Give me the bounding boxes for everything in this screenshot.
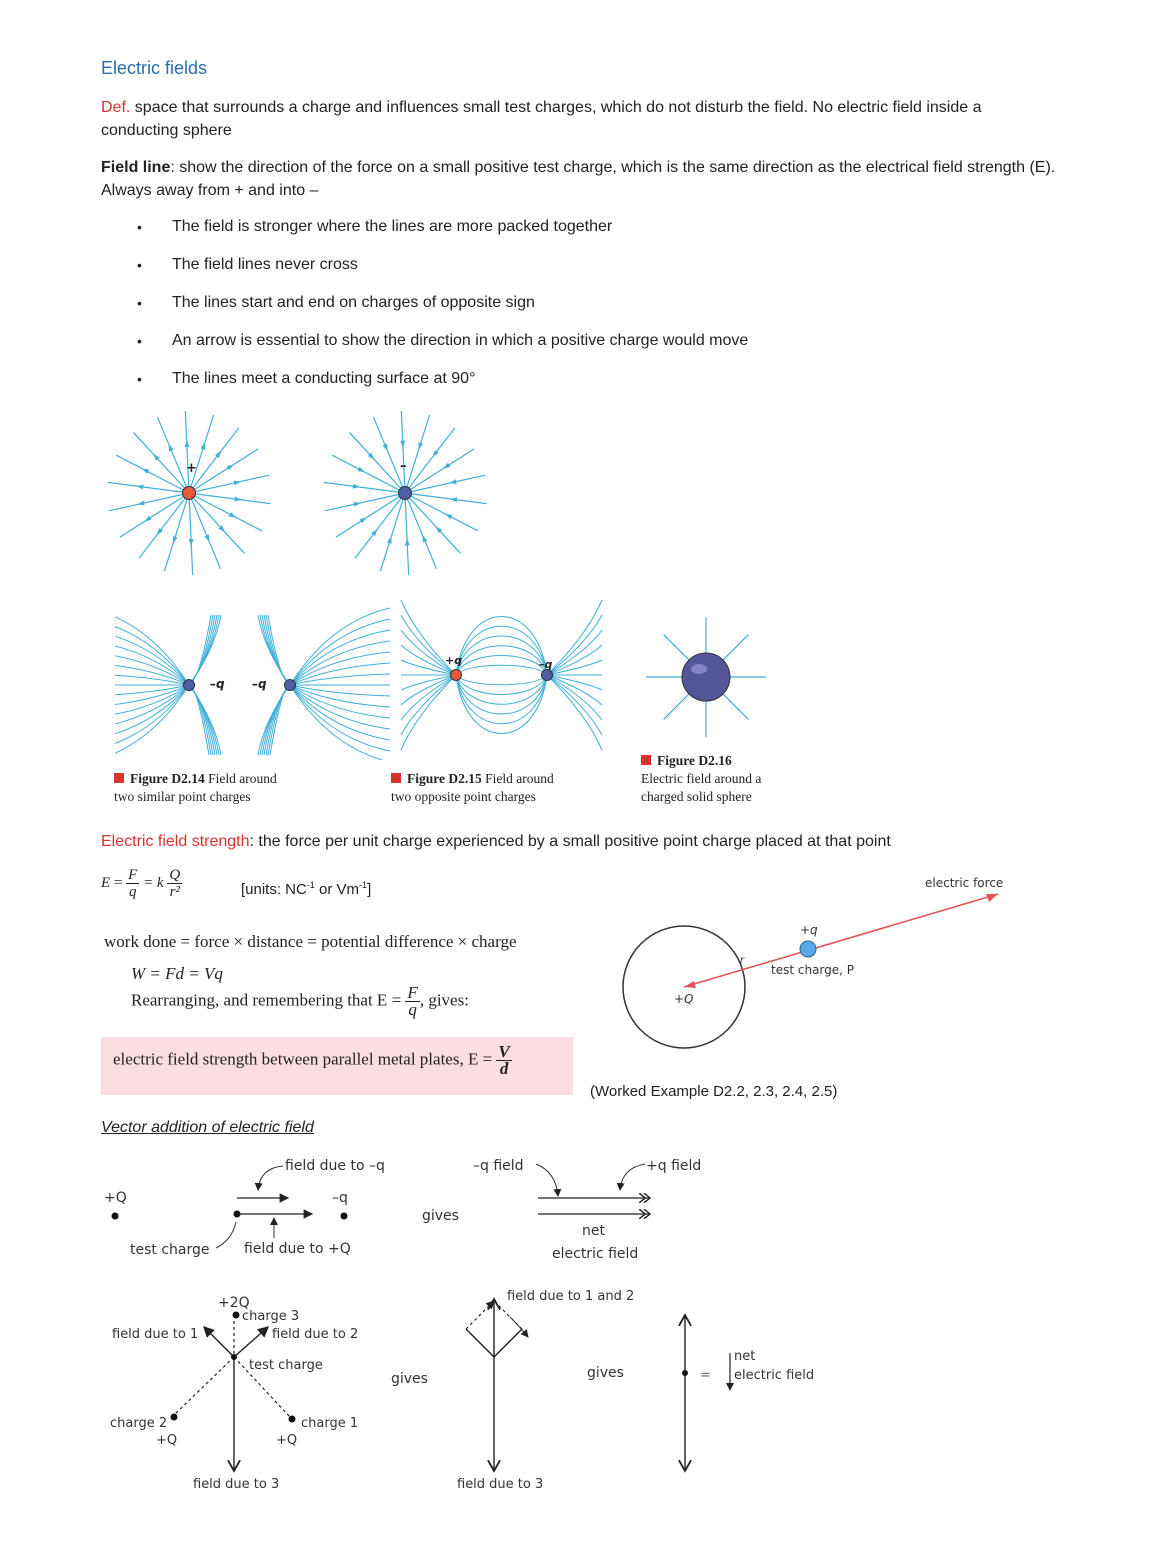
field-arrow-icon [229,512,236,517]
plus-Q-right-label: +Q [276,1433,298,1448]
field-arrow-icon [443,463,450,469]
field-arrow-icon [387,536,392,544]
field-line [189,493,193,575]
test-charge-label: test charge [130,1242,210,1258]
field-line [120,493,189,537]
r-label: r [740,955,745,966]
field-line [405,493,409,575]
charge-1-dot [289,1416,296,1423]
field-line [290,685,390,760]
field-line [405,493,460,553]
charge-dot [285,680,296,691]
opposite-positive-label: +q [445,654,463,667]
field-line [290,641,390,685]
minus-q-label: –q [332,1190,348,1206]
efs-paragraph [101,830,1061,853]
caption-marker-icon [114,773,124,783]
field-line [723,635,748,660]
plus-Q-label: +Q [674,992,694,1006]
field-line [164,493,189,571]
field-line [350,433,405,493]
field-arrow-icon [201,442,206,450]
field-line [185,411,189,493]
field-strength-formula: E = $\frac{F}{q}$ = k $\frac{Q}{\text{r²}}$ [101,867,181,900]
field-line [723,694,748,719]
field-line [405,493,486,504]
electric-field-label: electric field [734,1368,815,1383]
field-arrow-icon [405,538,410,545]
worked-example-ref: (Worked Example D2.2, 2.3, 2.4, 2.5) [590,1083,838,1100]
field-line [290,685,390,729]
field-arrow-icon [185,440,190,447]
field-line [456,646,547,675]
electric-field-label: electric field [552,1246,639,1262]
electric-force-diagram [610,870,1020,1070]
positive-sign-label: + [186,461,197,476]
equals-sign: = [700,1368,711,1383]
field-line [115,685,189,751]
figure-d2-15-caption: Figure D2.15 Field around two opposite point charges [391,771,554,804]
charge-dot [399,487,412,500]
opposite-negative-label: –q [539,658,553,671]
field-due-1-and-2-label: field due to 1 and 2 [507,1289,635,1304]
minus-q-field-label: –q field [473,1158,524,1174]
field-due-2-arrow [234,1327,268,1357]
field-line [456,665,547,675]
field-line [108,482,189,493]
caption-marker-icon [391,773,401,783]
field-due-3-b-label: field due to 3 [457,1477,544,1492]
charge-3-dot [233,1312,240,1319]
efs-text: : the force per unit charge experienced by a small positive point charge placed at that point [249,833,891,850]
field-line [115,630,189,685]
charge-dot [451,670,462,681]
field-due-1-arrow [204,1327,234,1357]
pointer-curve [510,1317,528,1337]
field-line [332,455,405,493]
gives-label: gives [391,1371,428,1387]
figure-d2-14-caption: Figure D2.14 Field around two similar point charges [114,771,277,804]
page-title: Electric fields [101,58,208,78]
field-line [324,482,405,493]
field-arrow-icon [418,442,423,450]
field-line-label: Field line [101,159,171,176]
field-due-2-label: field due to 2 [272,1327,359,1342]
field-due-3-label: field due to 3 [193,1477,280,1492]
plus-2Q-label: +2Q [218,1295,250,1311]
charge-2-dot [171,1414,178,1421]
field-arrow-icon [144,516,151,522]
test-charge-label: test charge [249,1358,323,1373]
opposite-charges-field [401,600,602,750]
field-line [664,694,689,719]
rearranging-line: Rearranging, and remembering that E = $\frac{F}{q}$ , gives: [131,983,469,1019]
field-line [336,493,405,537]
field-line [456,675,547,724]
field-arrow-icon [360,517,367,523]
list-item: • The lines meet a conducting surface at 90° [137,368,748,406]
sphere-highlight [691,664,707,674]
field-due-plus-Q-label: field due to +Q [244,1241,351,1257]
work-equation: W = Fd = Vq [131,964,223,983]
field-strength-units: [units: $NC^{-1}$ or $Vm^{-1}$] [241,880,372,898]
field-line [115,619,189,685]
field-arrow-icon [136,485,143,490]
field-due-1-vector [466,1329,494,1357]
dashed-line [174,1357,234,1415]
field-line-paragraph [101,156,1061,202]
plus-q-field-label: +q field [646,1158,702,1174]
work-done-line: work done = force × distance = potential difference × charge [104,932,517,951]
field-arrow-icon [422,535,427,543]
field-line [189,493,262,531]
field-arrow-icon [450,497,457,502]
field-line [158,417,189,493]
charge-dot [183,487,196,500]
net-label: net [734,1349,756,1364]
two-charge-field-figures [115,590,785,760]
field-due-2-vector [494,1329,522,1357]
pointer-curve [536,1164,558,1196]
pointer-curve [258,1166,283,1190]
test-charge-dot [231,1354,237,1360]
field-arrow-icon [204,535,209,543]
field-arrow-icon [357,467,364,472]
field-arrow-icon [189,539,194,546]
vector-addition-diagram-2 [100,1285,820,1500]
pointer-curve [620,1164,645,1190]
charge-3-label: charge 3 [242,1309,300,1324]
field-line [405,493,478,531]
point-charge-field-figures [100,405,500,580]
field-line [456,675,547,685]
field-line-properties-list [137,216,748,406]
test-charge-dot [682,1370,688,1376]
definition-label: Def. [101,99,131,116]
field-line [405,493,436,569]
parallelogram-dashed [466,1301,494,1329]
gives-label: gives [587,1365,624,1381]
field-line [134,433,189,493]
plus-q-label: +q [800,923,818,937]
negative-sign-label: – [400,459,407,474]
list-item: • An arrow is essential to show the direction in which a positive charge would move [137,330,748,368]
test-charge-dot [800,941,816,957]
positive-charge-radial-field [108,411,271,575]
caption-marker-icon [641,755,651,765]
pointer-curve [216,1222,236,1248]
definition-text: space that surrounds a charge and influences small test charges, which do not disturb the field. No electric field inside a conducting sphere [101,99,982,139]
field-line-text: : show the direction of the force on a small positive test charge, which is the same direction as the electrical field strength (E). Always away from + and into – [101,159,1056,199]
field-line [115,685,189,740]
field-line [405,449,474,493]
efs-label: Electric field strength [101,833,250,850]
negative-charge-radial-field [324,411,487,575]
field-line [290,685,390,718]
charge-2-label: charge 2 [110,1416,168,1431]
arrow-tail-icon [684,981,696,988]
parallel-plates-formula: electric field strength between parallel metal plates, E = $\frac{V}{d}$ [113,1042,510,1078]
charge-dot [542,670,553,681]
list-item: • The field is stronger where the lines are more packed together [137,216,748,254]
electric-force-label: electric force [925,876,1004,890]
field-line [189,493,220,569]
field-line [116,455,189,493]
down-arrow-icon [726,1383,734,1391]
field-arrow-icon [234,497,241,502]
similar-left-label: –q [210,677,225,691]
field-arrow-icon [226,464,233,470]
field-line [290,652,390,685]
definition-paragraph [101,96,1061,142]
test-charge-p-label: test charge, P [771,963,855,977]
field-line [380,493,405,571]
arrow-head-icon [986,894,998,902]
vector-addition-heading: Vector addition of electric field [101,1119,314,1136]
field-line [189,493,270,504]
charge-1-label: charge 1 [301,1416,359,1431]
field-arrow-icon [353,502,361,507]
field-arrow-icon [142,468,149,473]
field-arrow-icon [173,536,178,544]
field-line [401,411,405,493]
field-due-minus-q-label: field due to –q [285,1158,385,1174]
charged-sphere-field [646,617,766,737]
field-arrow-icon [383,444,388,452]
field-arrow-icon [169,444,174,452]
minus-q-charge-dot [341,1213,348,1220]
plus-Q-left-label: +Q [156,1433,178,1448]
charged-sphere [682,653,730,701]
net-label: net [582,1223,605,1239]
field-line [664,635,689,660]
field-arrow-icon [400,441,405,448]
field-line [456,626,547,675]
field-line [374,417,405,493]
field-arrow-icon [137,501,145,506]
list-item: • The lines start and end on charges of opposite sign [137,292,748,330]
field-arrow-icon [353,484,360,489]
similar-right-label: –q [252,677,267,691]
field-line [189,493,244,553]
field-due-1-label: field due to 1 [112,1327,199,1342]
plus-Q-charge-dot [112,1213,119,1220]
charge-dot [184,680,195,691]
field-line [405,415,430,493]
field-arrow-icon [449,479,457,484]
field-line [456,675,547,704]
figure-d2-16-caption: Figure D2.16 Electric field around a charged solid sphere [641,753,762,804]
gives-label: gives [422,1208,459,1224]
field-line [189,415,214,493]
vector-addition-diagram-1 [100,1150,720,1265]
plus-Q-label: +Q [104,1190,127,1206]
list-item: • The field lines never cross [137,254,748,292]
field-arrow-icon [233,481,241,486]
field-line [189,449,258,493]
field-arrow-icon [445,514,452,519]
